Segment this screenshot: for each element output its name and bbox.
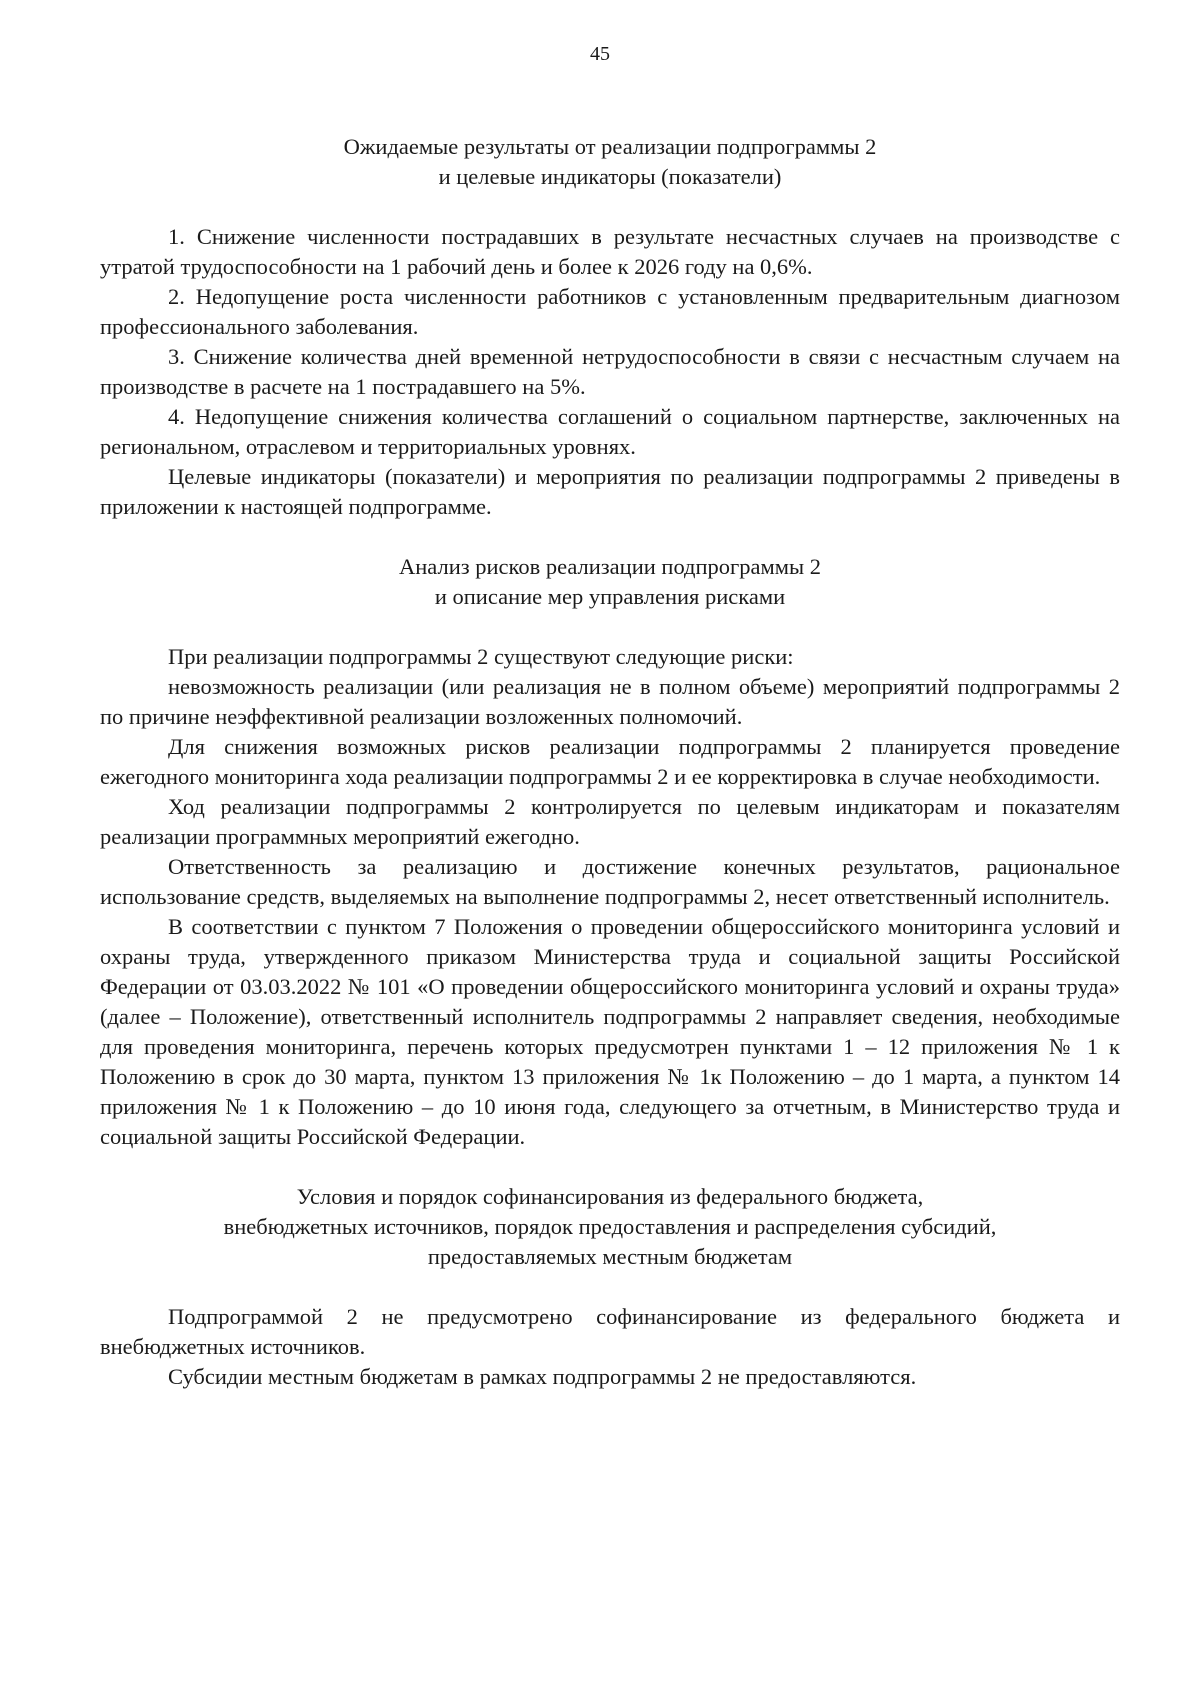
page-number: 45 [590, 43, 610, 65]
document-body [100, 132, 1120, 1392]
paragraph: 4. Недопущение снижения количества соглашений о социальном партнерстве, заключенных на региональном, отраслевом и территориальных уровнях. [100, 404, 1120, 459]
section-title-line: и целевые индикаторы (показатели) [438, 164, 782, 189]
paragraph: Ответственность за реализацию и достижение конечных результатов, рациональное использование средств, выделяемых на выполнение подпрограммы 2, несет ответственный исполнитель. [100, 854, 1120, 909]
section-title [100, 1182, 1120, 1272]
paragraph: 1. Снижение численности пострадавших в результате несчастных случаев на производстве с утратой трудоспособности на 1 рабочий день и более к 2026 году на 0,6%. [100, 224, 1120, 279]
section-cofinancing [100, 1182, 1120, 1392]
section-title [100, 132, 1120, 192]
section-title-line: и описание мер управления рисками [434, 584, 786, 609]
section-title-line: Условия и порядок софинансирования из федерального бюджета, [296, 1184, 924, 1209]
paragraph: Подпрограммой 2 не предусмотрено софинансирование из федерального бюджета и внебюджетных источников. [100, 1304, 1120, 1359]
section-risk-analysis [100, 552, 1120, 1152]
section-expected-results [100, 132, 1120, 522]
section-title-line: Анализ рисков реализации подпрограммы 2 [399, 554, 821, 579]
paragraph: Целевые индикаторы (показатели) и мероприятия по реализации подпрограммы 2 приведены в приложении к настоящей подпрограмме. [100, 464, 1120, 519]
section-title-line: предоставляемых местным бюджетам [427, 1244, 793, 1269]
paragraph: Для снижения возможных рисков реализации подпрограммы 2 планируется проведение ежегодного мониторинга хода реализации подпрограммы 2 и ее корректировка в случае необходимости. [100, 734, 1120, 789]
paragraph: Ход реализации подпрограммы 2 контролируется по целевым индикаторам и показателям реализации программных мероприятий ежегодно. [100, 794, 1120, 849]
paragraph: Субсидии местным бюджетам в рамках подпрограммы 2 не предоставляются. [168, 1364, 917, 1389]
paragraph: 3. Снижение количества дней временной нетрудоспособности в связи с несчастным случаем на производстве в расчете на 1 пострадавшего на 5%. [100, 344, 1120, 399]
section-title [100, 552, 1120, 612]
section-title-line: внебюджетных источников, порядок предоставления и распределения субсидий, [223, 1214, 997, 1239]
paragraph: невозможность реализации (или реализация не в полном объеме) мероприятий подпрограммы 2 по причине неэффективной реализации возложенных полномочий. [100, 674, 1120, 729]
paragraph: При реализации подпрограммы 2 существуют следующие риски: [168, 644, 794, 669]
paragraph: В соответствии с пунктом 7 Положения о проведении общероссийского мониторинга условий и охраны труда, утвержденного приказом Министерства труда и социальной защиты Российской Федерации от 03.03.2022 № 101 «О проведении общероссийского мониторинга условий и охраны труда» (далее – Положение), ответственный исполнитель подпрограммы 2 направляет сведения, необходимые для проведения мониторинга, перечень которых предусмотрен пунктами 1 – 12 приложения № 1 к Положению в срок до 30 марта, пунктом 13 приложения № 1к Положению – до 1 марта, а пунктом 14 приложения № 1 к Положению – до 10 июня года, следующего за отчетным, в Министерство труда и социальной защиты Российской Федерации. [100, 914, 1120, 1149]
section-title-line: Ожидаемые результаты от реализации подпрограммы 2 [343, 134, 877, 159]
paragraph: 2. Недопущение роста численности работников с установленным предварительным диагнозом профессионального заболевания. [100, 284, 1120, 339]
